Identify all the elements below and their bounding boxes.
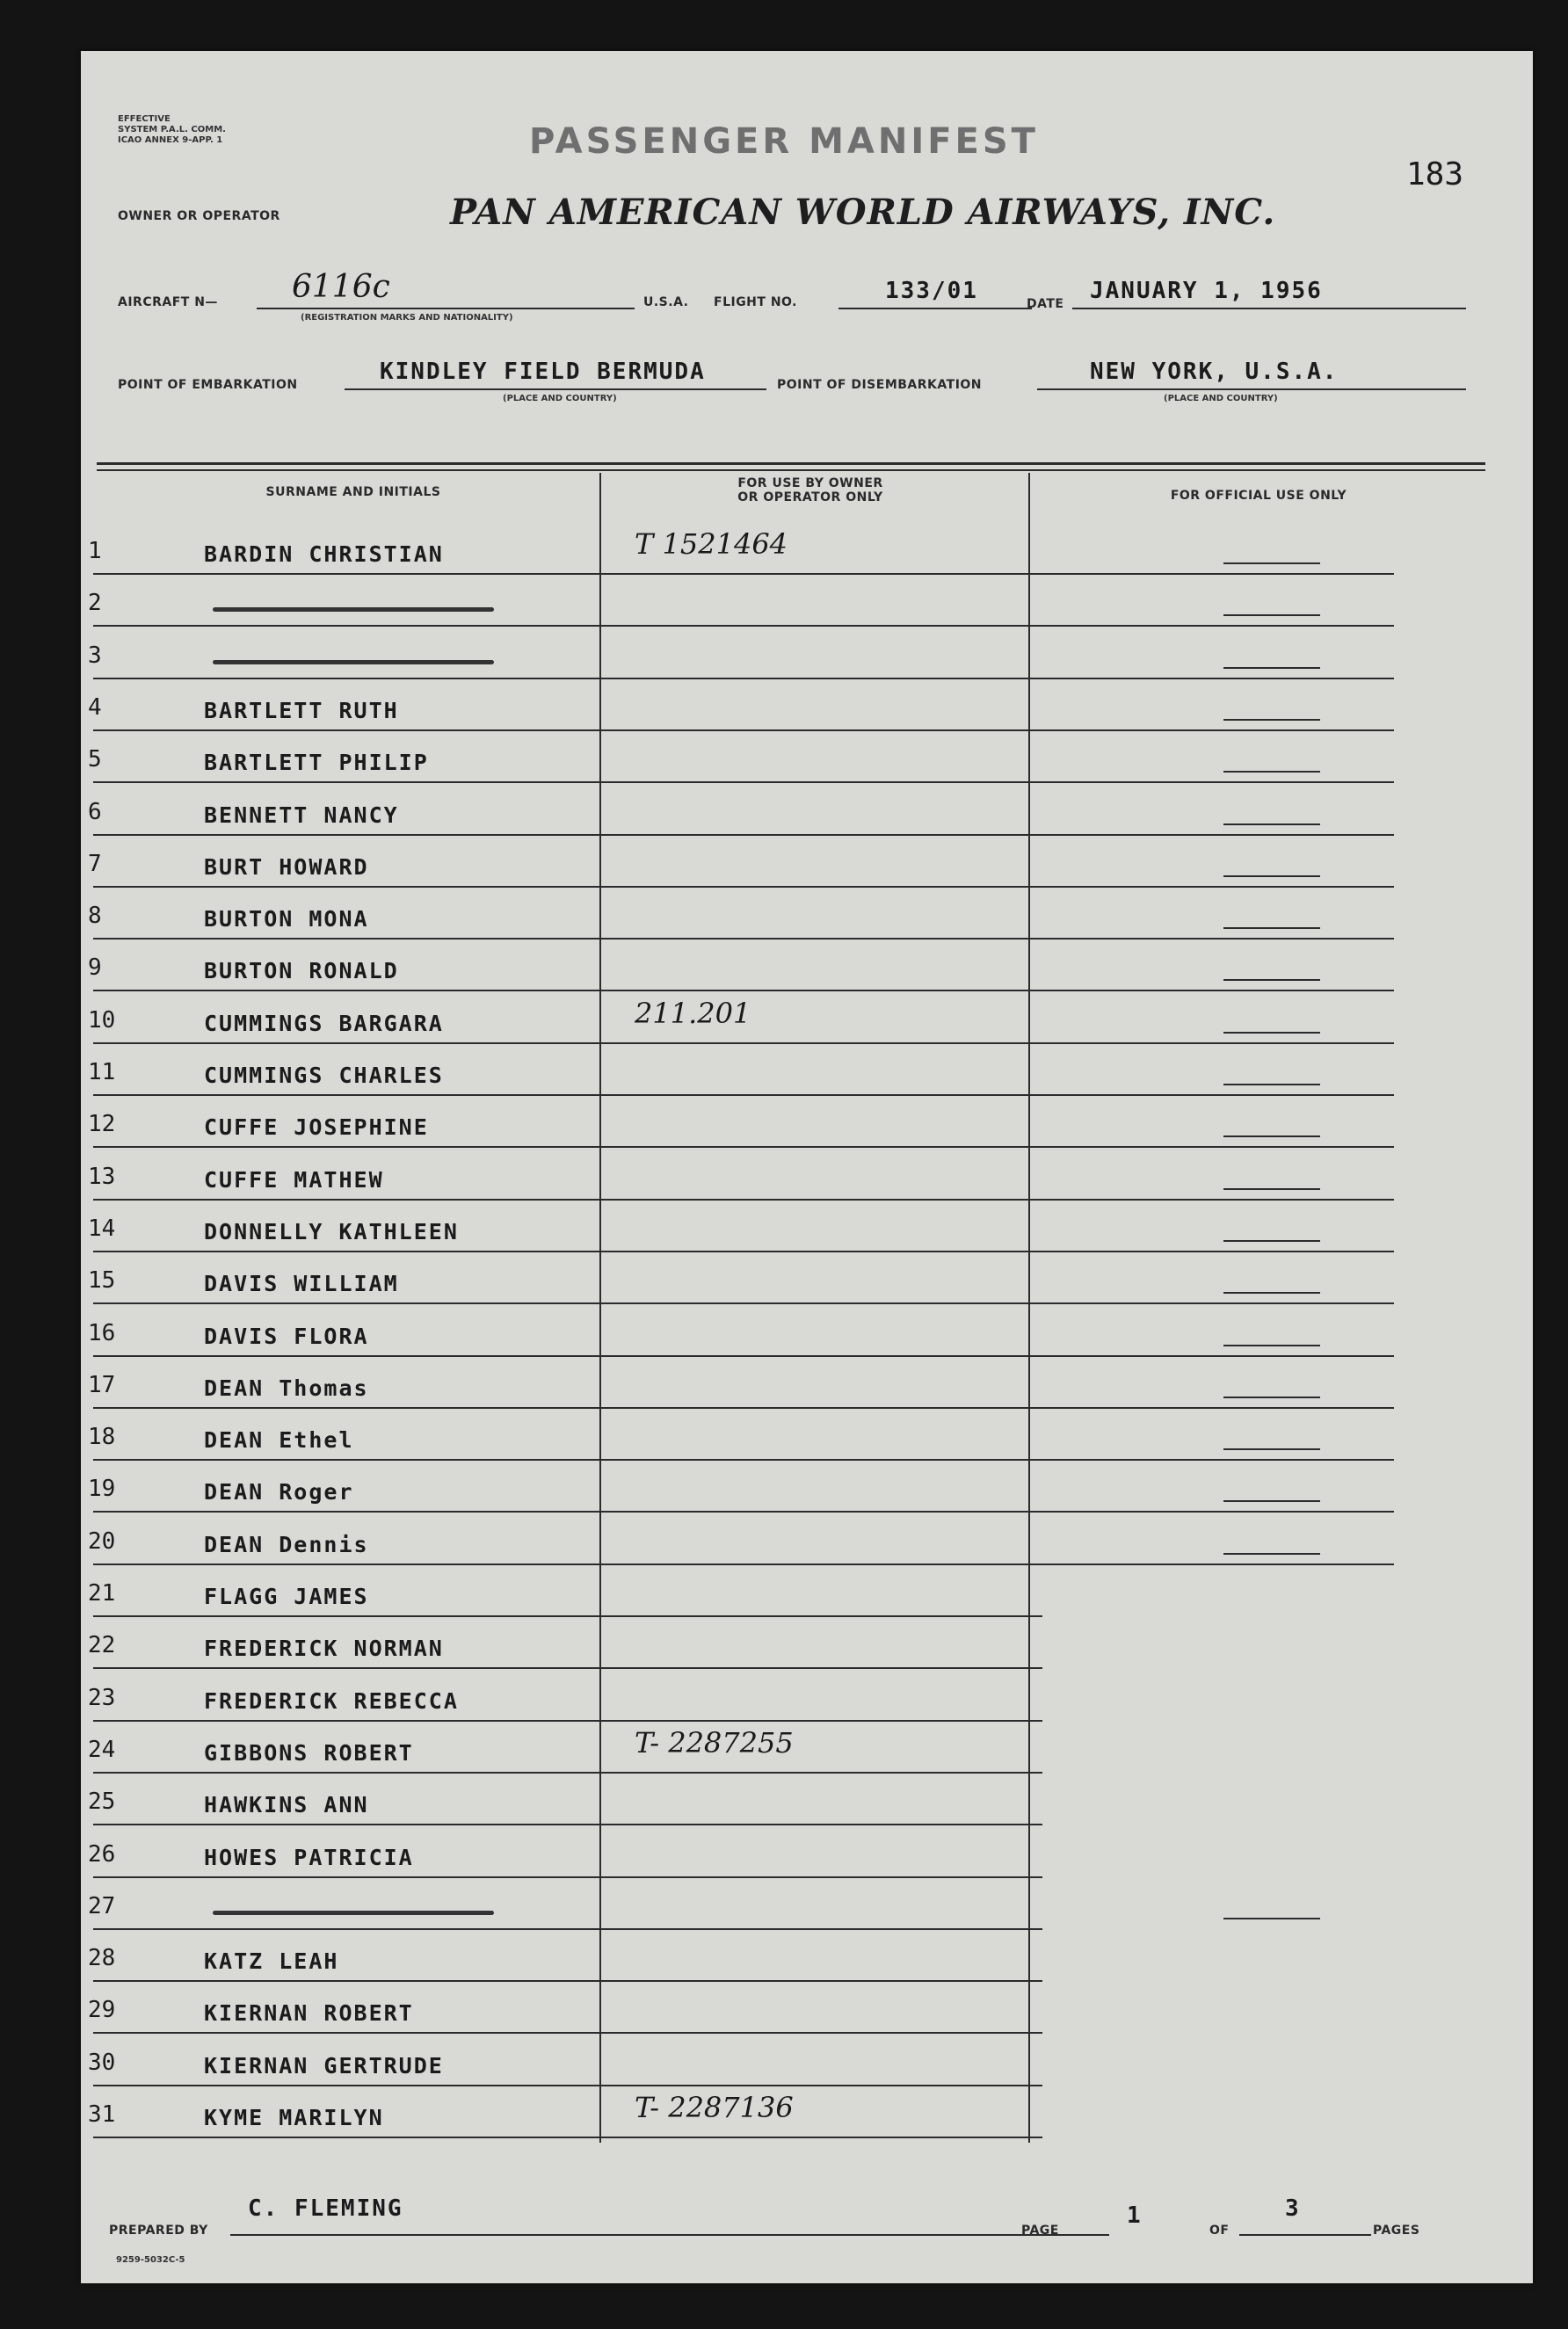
row-rule <box>93 678 1394 679</box>
passenger-name: HOWES PATRICIA <box>204 1844 414 1870</box>
row-rule <box>93 1355 1394 1357</box>
row-number: 29 <box>88 1997 116 2024</box>
col-header-operator-line1: FOR USE BY OWNER <box>737 476 883 490</box>
passenger-name: DEAN Dennis <box>204 1531 369 1557</box>
flight-value: 133/01 <box>885 278 978 304</box>
date-value: JANUARY 1, 1956 <box>1090 278 1323 304</box>
embark-line <box>345 388 766 390</box>
row-number: 14 <box>88 1215 116 1242</box>
aircraft-label: AIRCRAFT N— <box>118 295 218 309</box>
row-rule <box>93 573 1394 575</box>
embark-sub: (PLACE AND COUNTRY) <box>503 394 617 403</box>
passenger-name: FREDERICK REBECCA <box>204 1687 459 1714</box>
prepared-label: PREPARED BY <box>109 2224 208 2238</box>
row-number: 17 <box>88 1371 116 1398</box>
row-rule <box>93 2137 1042 2138</box>
passenger-name: BURT HOWARD <box>204 853 369 880</box>
row-rule <box>93 2032 1042 2034</box>
passenger-name: GIBBONS ROBERT <box>204 1739 414 1766</box>
operator-entry: 211.201 <box>635 996 751 1030</box>
official-use-blank <box>1223 719 1320 721</box>
date-line <box>1072 308 1466 309</box>
passenger-name: DEAN Roger <box>204 1479 354 1506</box>
passenger-name: CUMMINGS BARGARA <box>204 1010 444 1036</box>
row-number: 21 <box>88 1580 116 1607</box>
disembark-value: NEW YORK, U.S.A. <box>1090 359 1339 385</box>
official-use-blank <box>1223 823 1320 825</box>
row-number: 22 <box>88 1632 116 1659</box>
manifest-page <box>81 51 1533 2283</box>
pages-label: PAGES <box>1373 2224 1420 2238</box>
row-rule <box>93 1146 1394 1148</box>
passenger-name: DEAN Ethel <box>204 1427 354 1454</box>
row-number: 9 <box>88 954 102 982</box>
row-number: 11 <box>88 1059 116 1085</box>
row-number: 1 <box>88 538 102 564</box>
row-number: 6 <box>88 798 102 825</box>
disembark-label: POINT OF DISEMBARKATION <box>777 378 983 392</box>
row-number: 15 <box>88 1267 116 1295</box>
official-use-blank <box>1223 875 1320 877</box>
passenger-name: BARTLETT RUTH <box>204 697 399 723</box>
prepared-value: C. FLEMING <box>248 2195 403 2222</box>
official-use-blank <box>1223 1345 1320 1346</box>
passenger-name: BENNETT NANCY <box>204 802 399 828</box>
passenger-name: KYME MARILYN <box>204 2105 384 2130</box>
official-use-blank <box>1223 1188 1320 1190</box>
row-rule <box>93 1824 1042 1825</box>
page-value: 1 <box>1127 2202 1143 2229</box>
official-use-blank <box>1223 1084 1320 1085</box>
page-title: PASSENGER MANIFEST <box>529 121 1039 162</box>
row-number: 24 <box>88 1736 116 1763</box>
official-use-blank <box>1223 1448 1320 1450</box>
passenger-name: KATZ LEAH <box>204 1948 339 1975</box>
col-header-surname: SURNAME AND INITIALS <box>265 485 441 499</box>
struck-out-entry <box>213 660 494 664</box>
row-number: 7 <box>88 850 102 877</box>
official-use-blank <box>1223 1500 1320 1502</box>
passenger-name: BARTLETT PHILIP <box>204 750 429 776</box>
passenger-name: CUMMINGS CHARLES <box>204 1063 444 1088</box>
row-rule <box>93 1980 1042 1982</box>
row-rule <box>93 1615 1042 1617</box>
usa-label: U.S.A. <box>643 295 689 309</box>
disembark-sub: (PLACE AND COUNTRY) <box>1164 394 1278 403</box>
form-id-line: ICAO ANNEX 9-APP. 1 <box>118 135 223 145</box>
official-use-blank <box>1223 1918 1320 1919</box>
prepared-line <box>230 2234 1109 2236</box>
header-rule-bottom <box>97 469 1485 471</box>
column-divider-2 <box>1028 473 1030 2143</box>
row-number: 26 <box>88 1840 116 1868</box>
footer-code: 9259-5032C-5 <box>116 2255 185 2265</box>
row-rule <box>93 1199 1394 1201</box>
flight-line <box>838 308 1032 309</box>
struck-out-entry <box>213 607 494 612</box>
official-use-blank <box>1223 1292 1320 1294</box>
passenger-name: HAWKINS ANN <box>204 1792 369 1818</box>
col-header-official: FOR OFFICIAL USE ONLY <box>1170 489 1347 503</box>
passenger-name: FLAGG JAMES <box>204 1584 369 1609</box>
official-use-blank <box>1223 771 1320 773</box>
official-use-blank <box>1223 1032 1320 1034</box>
row-number: 25 <box>88 1788 116 1816</box>
operator-entry: T- 2287136 <box>635 2091 794 2124</box>
aircraft-sub: (REGISTRATION MARKS AND NATIONALITY) <box>301 313 513 323</box>
flight-label: FLIGHT NO. <box>714 295 797 309</box>
of-label: OF <box>1209 2224 1230 2238</box>
row-rule <box>93 729 1394 731</box>
official-use-blank <box>1223 1135 1320 1137</box>
passenger-name: FREDERICK NORMAN <box>204 1636 444 1662</box>
official-use-blank <box>1223 1553 1320 1555</box>
col-header-operator <box>608 476 1013 504</box>
official-use-blank <box>1223 614 1320 616</box>
row-rule <box>93 990 1394 991</box>
of-line <box>1239 2234 1371 2236</box>
row-rule <box>93 1720 1042 1722</box>
row-number: 20 <box>88 1527 116 1555</box>
operator-entry: T- 2287255 <box>635 1725 794 1759</box>
row-number: 23 <box>88 1684 116 1711</box>
row-rule <box>93 834 1394 836</box>
row-number: 16 <box>88 1319 116 1346</box>
row-number: 28 <box>88 1945 116 1972</box>
row-number: 13 <box>88 1163 116 1190</box>
row-number: 8 <box>88 903 102 930</box>
of-value: 3 <box>1285 2195 1301 2222</box>
row-number: 2 <box>88 590 102 617</box>
passenger-name: KIERNAN ROBERT <box>204 2000 414 2027</box>
row-rule <box>93 1667 1042 1669</box>
row-number: 4 <box>88 693 102 721</box>
row-rule <box>93 938 1394 940</box>
form-id <box>118 114 226 146</box>
official-use-blank <box>1223 1397 1320 1398</box>
passenger-name: CUFFE JOSEPHINE <box>204 1114 429 1141</box>
official-use-blank <box>1223 927 1320 929</box>
row-rule <box>93 1459 1394 1461</box>
owner-label: OWNER OR OPERATOR <box>118 209 280 223</box>
official-use-blank <box>1223 1240 1320 1242</box>
row-number: 19 <box>88 1476 116 1503</box>
row-rule <box>93 1302 1394 1304</box>
page-number: 183 <box>1406 156 1464 192</box>
row-rule <box>93 1407 1394 1409</box>
passenger-name: BARDIN CHRISTIAN <box>204 541 444 567</box>
row-rule <box>93 1042 1394 1044</box>
row-number: 10 <box>88 1006 116 1034</box>
passenger-name: BURTON MONA <box>204 906 369 932</box>
aircraft-line <box>257 308 635 309</box>
form-id-line: EFFECTIVE <box>118 114 171 124</box>
passenger-name: KIERNAN GERTRUDE <box>204 2052 444 2079</box>
row-rule <box>93 1094 1394 1096</box>
row-rule <box>93 1511 1394 1513</box>
owner-value: PAN AMERICAN WORLD AIRWAYS, INC. <box>450 192 1276 233</box>
official-use-blank <box>1223 979 1320 981</box>
row-rule <box>93 1251 1394 1252</box>
official-use-blank <box>1223 667 1320 669</box>
passenger-name: DAVIS WILLIAM <box>204 1271 399 1297</box>
row-rule <box>93 625 1394 627</box>
operator-entry: T 1521464 <box>635 527 788 561</box>
row-rule <box>93 1876 1042 1878</box>
passenger-name: DEAN Thomas <box>204 1375 369 1401</box>
official-use-blank <box>1223 562 1320 564</box>
row-rule <box>93 1564 1394 1565</box>
disembark-line <box>1037 388 1466 390</box>
struck-out-entry <box>213 1911 494 1915</box>
passenger-name: BURTON RONALD <box>204 958 399 984</box>
row-number: 5 <box>88 746 102 773</box>
column-divider-1 <box>599 473 601 2143</box>
row-number: 3 <box>88 642 102 669</box>
passenger-name: DONNELLY KATHLEEN <box>204 1218 459 1244</box>
row-rule <box>93 1772 1042 1774</box>
page-label: PAGE <box>1021 2224 1059 2238</box>
header-rule-top <box>97 462 1485 465</box>
embark-value: KINDLEY FIELD BERMUDA <box>380 359 706 385</box>
col-header-operator-line2: OR OPERATOR ONLY <box>737 490 883 504</box>
row-rule <box>93 781 1394 783</box>
row-rule <box>93 2085 1042 2086</box>
date-label: DATE <box>1027 297 1064 311</box>
embark-label: POINT OF EMBARKATION <box>118 378 298 392</box>
row-rule <box>93 1928 1042 1930</box>
row-number: 12 <box>88 1111 116 1138</box>
row-number: 31 <box>88 2101 116 2128</box>
row-number: 18 <box>88 1424 116 1451</box>
form-id-line: SYSTEM P.A.L. COMM. <box>118 125 226 134</box>
row-number: 30 <box>88 2049 116 2076</box>
row-number: 27 <box>88 1892 116 1919</box>
passenger-name: CUFFE MATHEW <box>204 1166 384 1193</box>
row-rule <box>93 886 1394 888</box>
passenger-name: DAVIS FLORA <box>204 1323 369 1349</box>
aircraft-value: 6116c <box>292 269 390 305</box>
